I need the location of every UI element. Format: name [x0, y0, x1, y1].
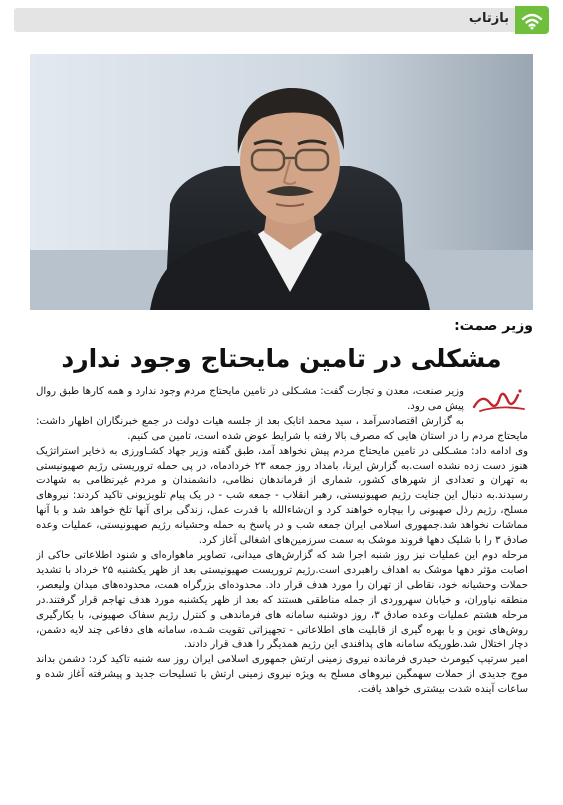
article-kicker: وزیر صمت: — [454, 318, 533, 334]
minister-photo — [30, 54, 533, 310]
article-paragraph: امیر سرتیپ کیومرث حیدری فرمانده نیروی زمینی ارتش جمهوری اسلامی ایران روز سه شنبه تاکید کرد: دشمن بداند موج جدیدی از حملات سهمگین نیروهای مسلح به ویژه نیروی زمینی ارتش با تسلیحات جدید و پیشرفته آغاز شده و ساعات آینده شدت بیشتری خواهد یافت. — [36, 654, 528, 696]
article-paragraph: مرحله دوم این عملیات نیز روز شنبه اجرا شد که گزارش‌های میدانی، تصاویر ماهواره‌ای و شنود اطلاعاتی حاکی از اصابت مؤثر دهها موشک به اهداف راهبردی است.رژیم تروریست صهیونیستی بعد از ظهر یکشنبه ۲۵ خرداد با تشدید حملات وحشیانه خود، نقاطی از تهران را مورد هدف قرار داد. محدوده‌ای بزرگراه همت، محدوده‌های میدان ولیعصر، منطقه نیاوران، و خیابان سهروردی از جمله مناطقی هستند که بعد از ظهر یکشنبه مورد هدف تهاجم قرار گرفتند.در مرحله هشتم عملیات وعده صادق ۳، روز دوشنبه سامانه های فرماندهی و کنترل رژیم سفاک صهیونی، با بکارگیری روش‌های نوین و با بهره گیری از قابلیت های اطلاعاتی - تجهیزاتی تقویت شـده، سامانه های دفاعی چند لایه دشمن، دچار اختلال شد.طوریکه سامانه های پدافندی این رژیم همدیگر را هدف قرار دادند. — [36, 549, 528, 651]
portrait-illustration — [30, 54, 533, 310]
article-paragraph: به گزارش اقتصادسرآمد ، سید محمد اتابک بعد از جلسه هیات دولت در جمع خبرنگاران اظهار داشت: مایحتاج مردم را در استان هایی که مصرف بالا رفته با شرایط عوض شده است، تامین می کنیم. — [36, 415, 528, 442]
author-signature-icon — [470, 385, 528, 415]
wifi-icon — [520, 10, 544, 30]
article-paragraph: وزیر صنعت، معدن و تجارت گفت: مشـکلی در تامین مایحتاج مردم وجود ندارد و همه کارها طبق روال پیش می رود. — [36, 386, 464, 412]
section-header-bar — [14, 8, 549, 32]
wifi-badge — [515, 6, 549, 34]
article-paragraph: وی ادامه داد: مشـکلی در تامین مایحتاج مردم پیش نخواهد آمد، طبق گفته وزیر جهاد کشـاورزی به ذخایر استراتژیک هنوز دست زده نشده است.به گزارش ایرنا، بامداد روز جمعه ۲۳ خردادماه، در پی حمله تروریستی رژیم صهیونیستی به تهران و تعدادی از شهرهای کشور، شماری از فرماندهان نظامی، دانشمندان و مردم غیرنظامی به شهادت رسیدند.به دنبال این جنایت رژیم صهیونیستی، رهبر انقلاب - جمعه شب - در یک پیام تلویزیونی تاکید کردند: نیروهای مسلح، رژیم رذل صهیونی را بیچاره خواهند کرد و ان‌شاءالله با قدرت عمل، زندگی برای آنها تلخ خواهد شد و با آنها مماشات نخواهد شد.جمهوری اسلامی ایران جمعه شب و در پاسخ به حمله وحشیانه رژیم صهیونیستی، عملیات وعده صادق ۳ را با شلیک دهها فروند موشک به سمت سرزمین‌های اشغالی آغاز کرد. — [36, 445, 528, 547]
section-label: بازتاب — [468, 11, 509, 26]
article-headline: مشکلی در تامین مایحتاج وجود ندارد — [61, 344, 502, 373]
article-body — [36, 385, 528, 790]
